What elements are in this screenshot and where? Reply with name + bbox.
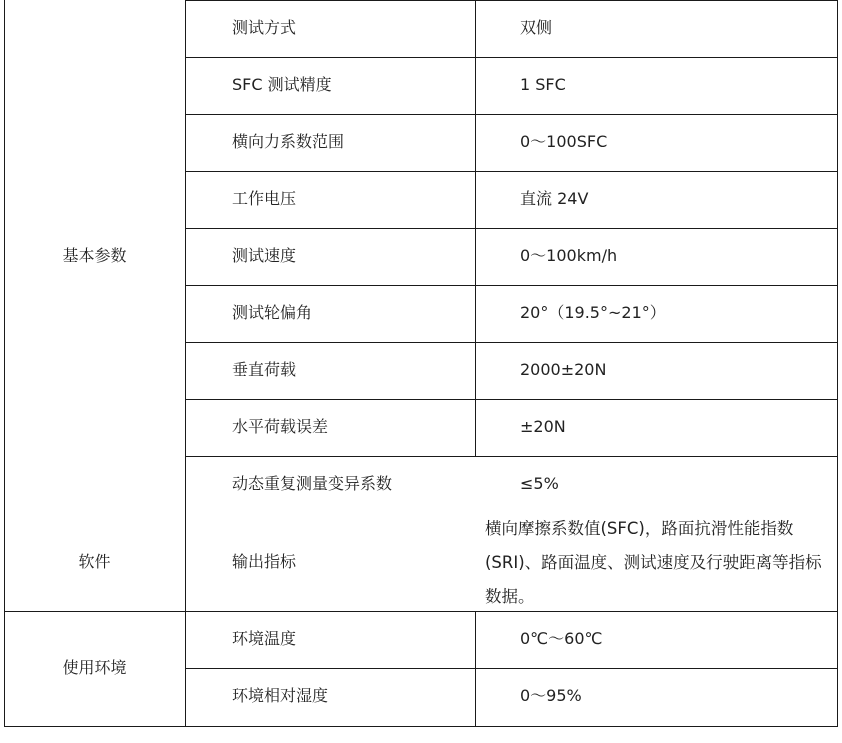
- row-divider: [185, 228, 838, 229]
- row-value-sfc-precision: 1 SFC: [520, 75, 566, 94]
- row-label-env-humidity: 环境相对湿度: [232, 686, 329, 705]
- row-value-output-index: 横向摩擦系数值(SFC)，路面抗滑性能指数(SRI)、路面温度、测试速度及行驶距离等指标数据。: [485, 519, 822, 606]
- row-value-wheel-angle: 20°（19.5°~21°）: [520, 303, 666, 322]
- row-value-env-temperature: 0℃～60℃: [520, 629, 603, 648]
- row-label-lateral-force-range: 横向力系数范围: [232, 132, 345, 151]
- category-software: 软件: [78, 552, 111, 571]
- row-label-working-voltage: 工作电压: [232, 189, 297, 208]
- row-label-vertical-load: 垂直荷载: [232, 360, 297, 379]
- row-label-variation-coefficient: 动态重复测量变异系数: [232, 474, 393, 493]
- row-value-test-speed: 0～100km/h: [520, 246, 618, 265]
- row-divider: [185, 342, 838, 343]
- row-label-test-mode: 测试方式: [232, 18, 297, 37]
- row-divider: [185, 456, 838, 457]
- border-left: [4, 0, 5, 727]
- row-label-test-speed: 测试速度: [232, 246, 297, 265]
- column-divider-1: [185, 0, 186, 727]
- row-value-working-voltage: 直流 24V: [520, 189, 589, 208]
- row-divider: [185, 114, 838, 115]
- row-divider: [185, 668, 838, 669]
- row-divider: [185, 399, 838, 400]
- border-top: [185, 0, 838, 1]
- row-label-wheel-angle: 测试轮偏角: [232, 303, 313, 322]
- row-value-test-mode: 双侧: [520, 18, 553, 37]
- category-environment: 使用环境: [62, 658, 127, 677]
- column-divider-2-lower: [475, 611, 476, 727]
- row-value-variation-coefficient: ≤5%: [520, 474, 559, 493]
- row-divider: [185, 171, 838, 172]
- border-bottom: [4, 726, 838, 727]
- row-value-horizontal-load-error: ±20N: [520, 417, 566, 436]
- row-label-horizontal-load-error: 水平荷载误差: [232, 417, 329, 436]
- spec-table: [4, 0, 838, 727]
- row-value-vertical-load: 2000±20N: [520, 360, 607, 379]
- row-value-lateral-force-range: 0～100SFC: [520, 132, 608, 151]
- row-label-sfc-precision: SFC 测试精度: [232, 75, 332, 94]
- row-label-env-temperature: 环境温度: [232, 629, 297, 648]
- row-divider: [185, 57, 838, 58]
- row-label-output-index: 输出指标: [232, 552, 297, 571]
- category-basic-params: 基本参数: [62, 246, 127, 265]
- row-value-env-humidity: 0～95%: [520, 686, 582, 705]
- border-right: [837, 0, 838, 727]
- row-divider: [185, 285, 838, 286]
